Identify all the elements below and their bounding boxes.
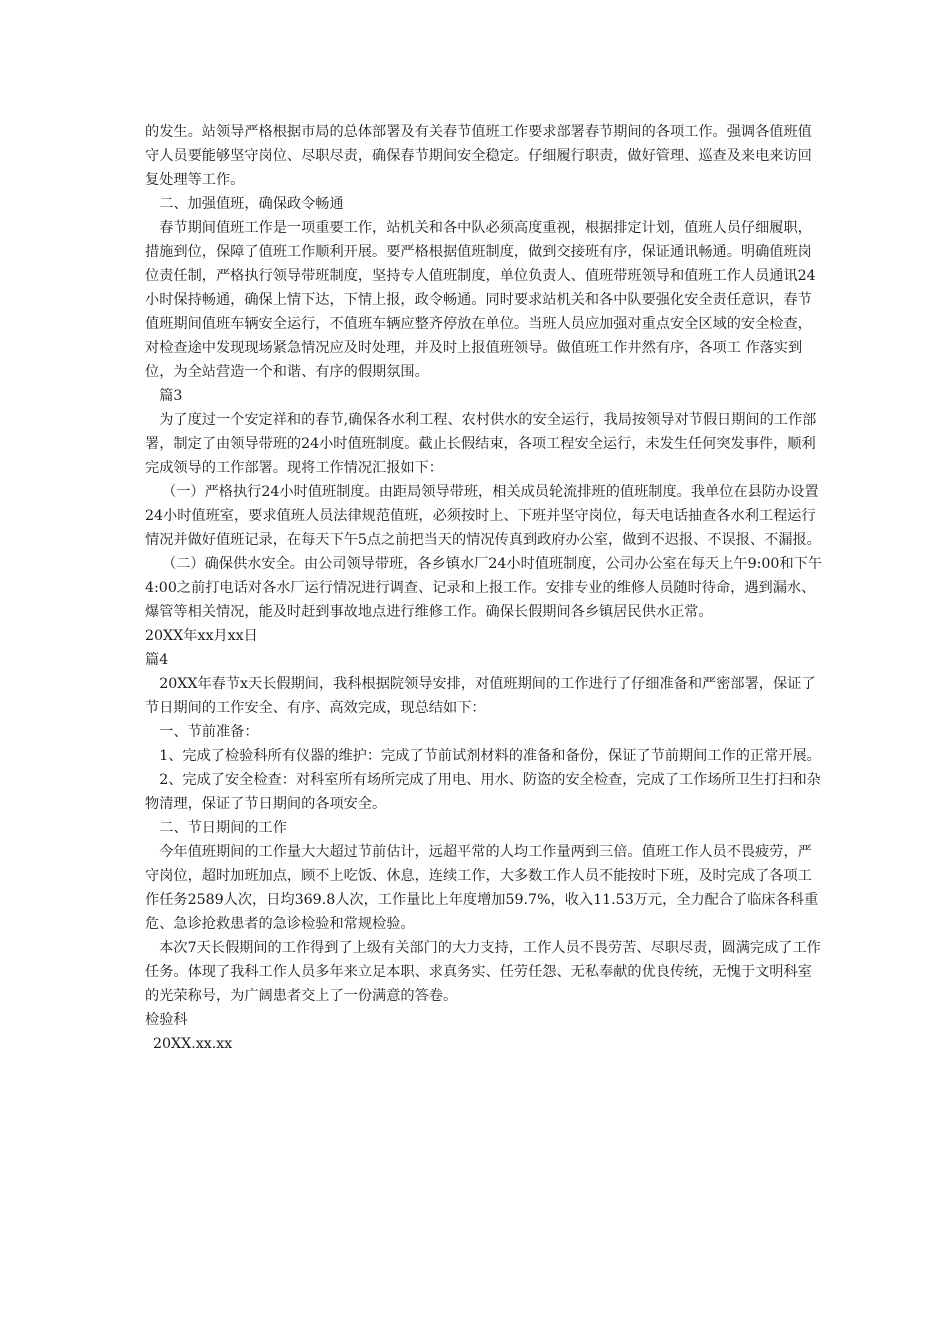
paragraph-safety-check: 2、完成了安全检查：对科室所有场所完成了用电、用水、防盗的安全检查，完成了工作场所卫生打扫和杂物清理，保证了节日期间的各项安全。 <box>145 772 821 812</box>
section-title-part-4: 篇4 <box>145 652 169 668</box>
signature-date: 20XX.xx.xx <box>153 1036 233 1052</box>
paragraph-lab-intro: 20XX年春节x天长假期间，我科根据院领导安排，对值班期间的工作进行了仔细准备和严密部署，保证了节日期间的工作安全、有序、高效完成，现总结如下： <box>145 676 816 716</box>
heading-holiday-work: 二、节日期间的工作 <box>159 820 287 836</box>
date-line: 20XX年xx月xx日 <box>145 628 258 644</box>
heading-pre-holiday-prep: 一、节前准备： <box>159 724 259 740</box>
paragraph-water-conservancy-intro: 为了度过一个安定祥和的春节,确保各水利工程、农村供水的安全运行，我局按领导对节假日期间的工作部署，制定了由领导带班的24小时值班制度。截止长假结束，各项工程安全运行，未发生任何突发事件，顺利完成领导的工作部署。现将工作情况汇报如下： <box>145 412 817 476</box>
paragraph-duty-deployment: 的发生。站领导严格根据市局的总体部署及有关春节值班工作要求部署春节期间的各项工作。强调各值班值守人员要能够坚守岗位、尽职尽责，确保春节期间安全稳定。仔细履行职责，做好管理、巡查及来电来访回复处理等工作。 <box>145 124 812 188</box>
paragraph-instrument-maintenance: 1、完成了检验科所有仪器的维护：完成了节前试剂材料的准备和备份，保证了节前期间工作的正常开展。 <box>159 748 821 764</box>
paragraph-workload: 今年值班期间的工作量大大超过节前估计，远超平常的人均工作量两到三倍。值班工作人员不畏疲劳，严守岗位，超时加班加点，顾不上吃饭、休息，连续工作，大多数工作人员不能按时下班，及时完成了各项工作任务2589人次，日均369.8人次，工作量比上年度增加59.7%，收入11.53万元，全力配合了临床各科重危、急诊抢救患者的急诊检验和常规检验。 <box>145 844 819 932</box>
paragraph-spring-festival-duty: 春节期间值班工作是一项重要工作，站机关和各中队必须高度重视，根据排定计划，值班人员仔细履职，措施到位，保障了值班工作顺利开展。要严格根据值班制度，做到交接班有序，保证通讯畅通。明确值班岗位责任制，严格执行领导带班制度，坚持专人值班制度，单位负责人、值班带班领导和值班工作人员通讯24小时保持畅通，确保上情下达，下情上报，政令畅通。同时要求站机关和各中队要强化安全责任意识，春节值班期间值班车辆安全运行，不值班车辆应整齐停放在单位。当班人员应加强对重点安全区域的安全检查，对检查途中发现现场紧急情况应及时处理，并及时上报值班领导。做值班工作井然有序，各项工 作落实到位，为全站营造一个和谐、有序的假期氛围。 <box>145 220 816 380</box>
paragraph-summary: 本次7天长假期间的工作得到了上级有关部门的大力支持，工作人员不畏劳苦、尽职尽责，圆满完成了工作任务。体现了我科工作人员多年来立足本职、求真务实、任劳任怨、无私奉献的优良传统，无愧于文明科室的光荣称号，为广阔患者交上了一份满意的答卷。 <box>145 940 821 1004</box>
heading-strengthen-duty: 二、加强值班，确保政令畅通 <box>159 196 344 212</box>
section-title-part-3: 篇3 <box>159 388 183 404</box>
paragraph-water-supply-safety: （二）确保供水安全。由公司领导带班，各乡镇水厂24小时值班制度，公司办公室在每天上午9:00和下午4:00之前打电话对各水厂运行情况进行调查、记录和上报工作。安排专业的维修人员随时待命，遇到漏水、爆管等相关情况，能及时赶到事故地点进行维修工作。确保长假期间各乡镇居民供水正常。 <box>145 556 823 620</box>
document-body <box>145 120 825 1056</box>
paragraph-24h-duty-system: （一）严格执行24小时值班制度。由距局领导带班，相关成员轮流排班的值班制度。我单位在县防办设置24小时值班室，要求值班人员法律规范值班，必须按时上、下班并坚守岗位，每天电话抽查各水利工程运行情况并做好值班记录，在每天下午5点之前把当天的情况传真到政府办公室，做到不迟报、不误报、不漏报。 <box>145 484 821 548</box>
signature-department: 检验科 <box>145 1012 188 1028</box>
